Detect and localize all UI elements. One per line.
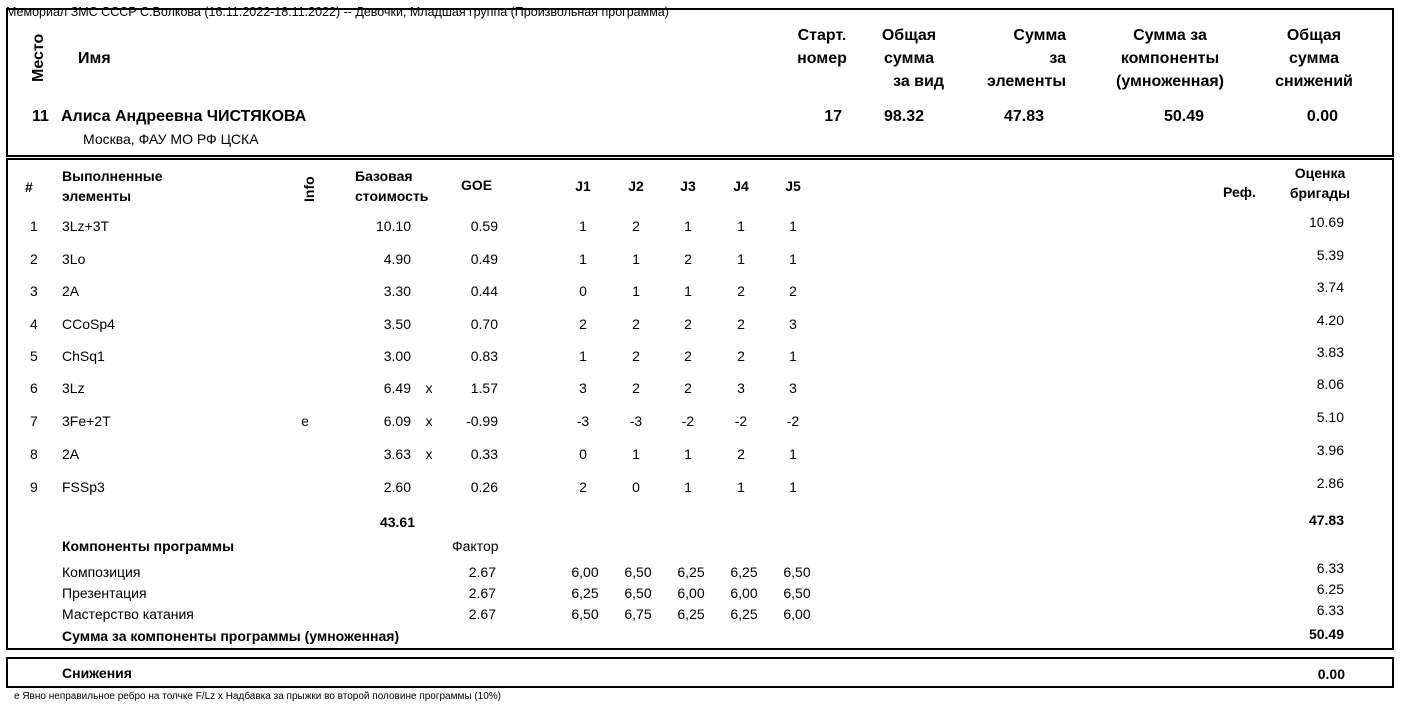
components-total-label: Сумма за компоненты программы (умноженная) — [62, 628, 400, 644]
element-name: 3Lz+3T — [62, 218, 110, 234]
component-j5: 6,00 — [783, 606, 811, 622]
element-j1: 3 — [579, 380, 587, 396]
deductions-value: 0.00 — [1317, 666, 1345, 682]
components-score: 50.49 — [1163, 108, 1204, 125]
component-name: Презентация — [62, 585, 147, 601]
element-goe: 0.33 — [470, 446, 498, 462]
event-title: Мемориал ЗМС СССР С.Волкова (16.11.2022-18.11.2022) -- Девочки, Младшая группа (Произвольная программа) — [6, 5, 669, 19]
element-name: 3Fe+2T — [62, 413, 111, 429]
element-j2: 0 — [632, 479, 640, 495]
element-j3: 1 — [684, 283, 692, 299]
element-j1: 2 — [579, 479, 587, 495]
element-panel-score: 10.69 — [1308, 214, 1344, 230]
element-num: 4 — [30, 316, 38, 332]
component-factor: 2.67 — [468, 564, 496, 580]
element-base: 3.50 — [383, 316, 411, 332]
col-base: Базовая стоимость — [355, 168, 429, 204]
element-goe: 0.59 — [470, 218, 498, 234]
skater-club: Москва, ФАУ МО РФ ЦСКА — [83, 131, 259, 147]
element-j5: 1 — [789, 218, 797, 234]
component-score: 6.33 — [1316, 602, 1344, 618]
element-j5: 2 — [789, 283, 797, 299]
base-total: 43.61 — [379, 514, 415, 530]
element-j1: 1 — [579, 348, 587, 364]
component-j5: 6,50 — [783, 585, 811, 601]
component-score: 6.33 — [1316, 560, 1344, 576]
element-j3: 2 — [684, 251, 692, 267]
element-j5: 1 — [789, 348, 797, 364]
element-j1: 1 — [579, 218, 587, 234]
component-factor: 2.67 — [468, 585, 496, 601]
element-name: 3Lo — [62, 251, 86, 267]
element-j1: 0 — [579, 283, 587, 299]
element-name: 2A — [62, 446, 80, 462]
element-j4: 2 — [737, 446, 745, 462]
deductions-box — [6, 657, 1394, 688]
elements-score: 47.83 — [1003, 108, 1044, 125]
element-j4: 2 — [737, 283, 745, 299]
component-j4: 6,25 — [730, 606, 758, 622]
element-base: 6.49 — [383, 380, 411, 396]
element-j1: 0 — [579, 446, 587, 462]
element-j3: 2 — [684, 316, 692, 332]
element-j3: -2 — [681, 413, 695, 429]
element-bonus-mark: x — [425, 380, 433, 396]
component-j3: 6,00 — [677, 585, 705, 601]
col-j3: J3 — [680, 178, 696, 194]
component-score: 6.25 — [1316, 581, 1344, 597]
total-score-label: Общая сумма за вид — [881, 27, 944, 90]
deductions-score: 0.00 — [1306, 108, 1338, 125]
element-j5: 3 — [789, 316, 797, 332]
element-num: 9 — [30, 479, 38, 495]
element-j3: 2 — [684, 348, 692, 364]
element-j1: -3 — [576, 413, 590, 429]
element-name: 2A — [62, 283, 80, 299]
element-panel-score: 2.86 — [1316, 475, 1344, 491]
element-goe: 1.57 — [470, 380, 498, 396]
skater-place: 11 — [32, 108, 49, 125]
element-panel-score: 3.74 — [1316, 279, 1344, 295]
element-panel-score: 5.39 — [1316, 247, 1344, 263]
element-j2: 2 — [632, 348, 640, 364]
element-name: 3Lz — [62, 380, 85, 396]
name-label: Имя — [78, 50, 111, 67]
col-j1: J1 — [575, 178, 591, 194]
element-j1: 1 — [579, 251, 587, 267]
components-title: Компоненты программы — [62, 538, 235, 554]
element-j3: 1 — [684, 218, 692, 234]
element-goe: -0.99 — [466, 413, 498, 429]
element-base: 3.00 — [383, 348, 411, 364]
element-goe: 0.70 — [470, 316, 498, 332]
element-j2: 1 — [632, 251, 640, 267]
element-bonus-mark: x — [425, 446, 433, 462]
element-j2: 1 — [632, 446, 640, 462]
element-j2: 2 — [632, 218, 640, 234]
element-j5: 1 — [789, 479, 797, 495]
element-j4: 2 — [737, 348, 745, 364]
component-factor: 2.67 — [468, 606, 496, 622]
element-j4: 2 — [737, 316, 745, 332]
component-j5: 6,50 — [783, 564, 811, 580]
element-j1: 2 — [579, 316, 587, 332]
col-panel-score: Оценка бригады — [1289, 165, 1351, 201]
element-goe: 0.49 — [470, 251, 498, 267]
deductions-label: Снижения — [62, 665, 132, 681]
start-number-label: Старт. номер — [797, 27, 847, 67]
element-j5: -2 — [786, 413, 800, 429]
element-j2: 2 — [632, 380, 640, 396]
element-j4: 1 — [737, 251, 745, 267]
element-num: 5 — [30, 348, 38, 364]
col-goe: GOE — [461, 177, 493, 193]
element-name: FSSp3 — [62, 479, 105, 495]
total-score: 98.32 — [883, 108, 924, 125]
element-base: 3.63 — [383, 446, 411, 462]
component-j1: 6,50 — [571, 606, 599, 622]
element-num: 1 — [30, 218, 38, 234]
components-score-label: Сумма за компоненты (умноженная) — [1116, 27, 1224, 90]
factor-label: Фактор — [452, 538, 499, 554]
element-num: 7 — [30, 413, 38, 429]
element-j5: 1 — [789, 446, 797, 462]
element-j3: 2 — [684, 380, 692, 396]
element-bonus-mark: x — [425, 413, 433, 429]
element-num: 6 — [30, 380, 38, 396]
component-j3: 6,25 — [677, 606, 705, 622]
element-info: e — [301, 413, 309, 429]
element-panel-score: 3.83 — [1316, 344, 1344, 360]
col-info: Info — [301, 176, 317, 202]
element-j3: 1 — [684, 479, 692, 495]
col-elements: Выполненные элементы — [62, 168, 163, 204]
elements-score-label: Сумма за элементы — [987, 27, 1066, 90]
element-j2: 1 — [632, 283, 640, 299]
element-goe: 0.83 — [470, 348, 498, 364]
col-j2: J2 — [628, 178, 644, 194]
element-name: CCoSp4 — [62, 316, 115, 332]
element-panel-score: 4.20 — [1316, 312, 1344, 328]
start-number: 17 — [824, 108, 842, 125]
component-j1: 6,00 — [571, 564, 599, 580]
element-name: ChSq1 — [62, 348, 105, 364]
component-j2: 6,50 — [624, 564, 652, 580]
element-j4: 1 — [737, 218, 745, 234]
element-panel-score: 8.06 — [1316, 376, 1344, 392]
col-j5: J5 — [785, 178, 801, 194]
element-j5: 1 — [789, 251, 797, 267]
component-name: Композиция — [62, 564, 141, 580]
element-goe: 0.44 — [470, 283, 498, 299]
element-base: 3.30 — [383, 283, 411, 299]
component-j4: 6,00 — [730, 585, 758, 601]
element-panel-score: 3.96 — [1316, 442, 1344, 458]
element-j3: 1 — [684, 446, 692, 462]
element-j4: -2 — [734, 413, 748, 429]
element-num: 3 — [30, 283, 38, 299]
component-j1: 6,25 — [571, 585, 599, 601]
element-base: 6.09 — [383, 413, 411, 429]
element-num: 2 — [30, 251, 38, 267]
col-num: # — [25, 179, 33, 195]
place-label: Место — [30, 33, 47, 82]
col-ref: Реф. — [1223, 184, 1256, 200]
element-panel-score: 5.10 — [1316, 409, 1344, 425]
element-base: 4.90 — [383, 251, 411, 267]
footnote: e Явно неправильное ребро на толчке F/Lz x Надбавка за прыжки во второй половине программы (10%) — [14, 691, 502, 702]
component-name: Мастерство катания — [62, 606, 194, 622]
skater-name: Алиса Андреевна ЧИСТЯКОВА — [61, 108, 307, 125]
components-total: 50.49 — [1308, 626, 1344, 642]
element-j2: -3 — [629, 413, 643, 429]
component-j4: 6,25 — [730, 564, 758, 580]
col-j4: J4 — [733, 178, 749, 194]
component-j3: 6,25 — [677, 564, 705, 580]
element-j5: 3 — [789, 380, 797, 396]
elements-total: 47.83 — [1308, 512, 1344, 528]
element-base: 2.60 — [383, 479, 411, 495]
deductions-score-label: Общая сумма снижений — [1275, 27, 1353, 90]
component-j2: 6,75 — [624, 606, 652, 622]
element-j2: 2 — [632, 316, 640, 332]
component-j2: 6,50 — [624, 585, 652, 601]
element-j4: 1 — [737, 479, 745, 495]
element-base: 10.10 — [375, 218, 411, 234]
element-num: 8 — [30, 446, 38, 462]
element-goe: 0.26 — [470, 479, 498, 495]
element-j4: 3 — [737, 380, 745, 396]
